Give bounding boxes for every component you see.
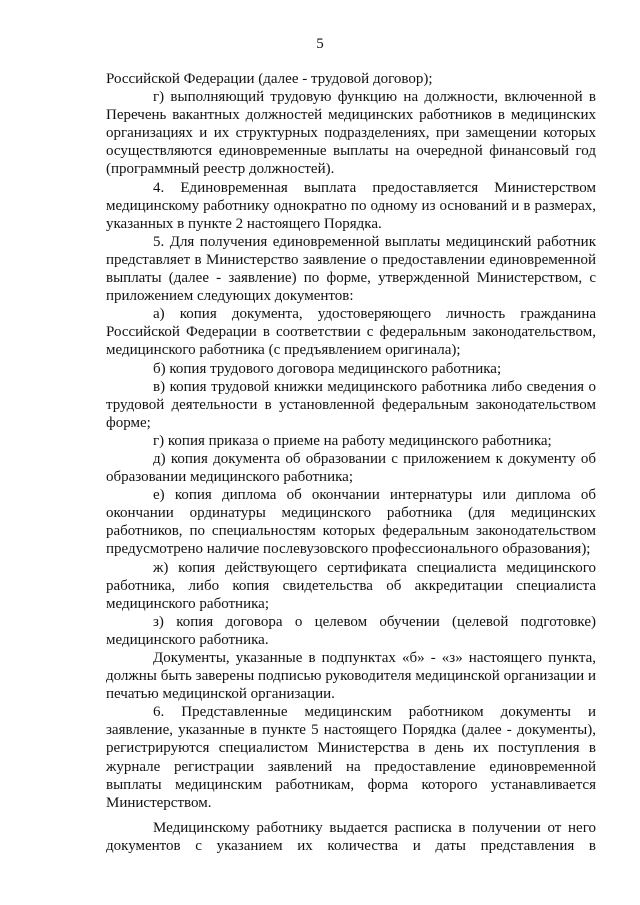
page-number: 5 [316, 36, 324, 52]
list-item-d: д) копия документа об образовании с приложением к документу об образовании медицинского работника; [106, 450, 596, 486]
list-item-a: а) копия документа, удостоверяющего личность гражданина Российской Федерации в соответствии с федеральным законодательством, медицинского работника (с предъявлением оригинала); [106, 306, 596, 359]
list-item-v: в) копия трудовой книжки медицинского работника либо сведения о трудовой деятельности в установленной федеральным законодательством форме; [106, 378, 596, 431]
list-item-zh: ж) копия действующего сертификата специалиста медицинского работника, либо копия свидетельства об аккредитации специалиста медицинского работника; [106, 559, 596, 612]
list-item-g: г) копия приказа о приеме на работу медицинского работника; [153, 432, 552, 449]
paragraph: Медицинскому работнику выдается расписка в получении от него документов с указанием их количества и даты представления в [106, 819, 596, 854]
paragraph: г) выполняющий трудовую функцию на должности, включенной в Перечень вакантных должностей медицинских работников в медицинских организациях и их структурных подразделениях, при замещении которых осуществляются единовременные выплаты на очередной финансовый год (программный реестр должностей). [106, 89, 596, 178]
paragraph: Документы, указанные в подпунктах «б» - «з» настоящего пункта, должны быть заверены подписью руководителя медицинской организации и печатью медицинской организации. [106, 650, 596, 703]
document-body [106, 70, 596, 855]
list-item-z: з) копия договора о целевом обучении (целевой подготовке) медицинского работника. [106, 613, 596, 648]
paragraph: 4. Единовременная выплата предоставляется Министерством медицинскому работнику однократно по одному из оснований и в размерах, указанных в пункте 2 настоящего Порядка. [106, 179, 596, 232]
paragraph: 5. Для получения единовременной выплаты медицинский работник представляет в Министерство заявление о предоставлении единовременной выплаты (далее - заявление) по форме, утвержденной Министерством, с приложением следующих документов: [106, 233, 596, 305]
paragraph-gap [106, 812, 596, 819]
list-item-b: б) копия трудового договора медицинского работника; [153, 360, 502, 377]
paragraph: 6. Представленные медицинским работником документы и заявление, указанные в пункте 5 настоящего Порядка (далее - документы), регистрируются специалистом Министерства в день их поступления в журнале регистрации заявлений на предоставление единовременной выплаты медицинским работникам, форма которого устанавливается Министерством. [106, 704, 596, 811]
list-item-e: е) копия диплома об окончании интернатуры или диплома об окончании ординатуры медицинского работника (для медицинских работников, по специальностям которых федеральным законодательством предусмотрено наличие послевузовского профессионального образования); [106, 487, 596, 558]
paragraph: Российской Федерации (далее - трудовой договор); [106, 71, 433, 87]
